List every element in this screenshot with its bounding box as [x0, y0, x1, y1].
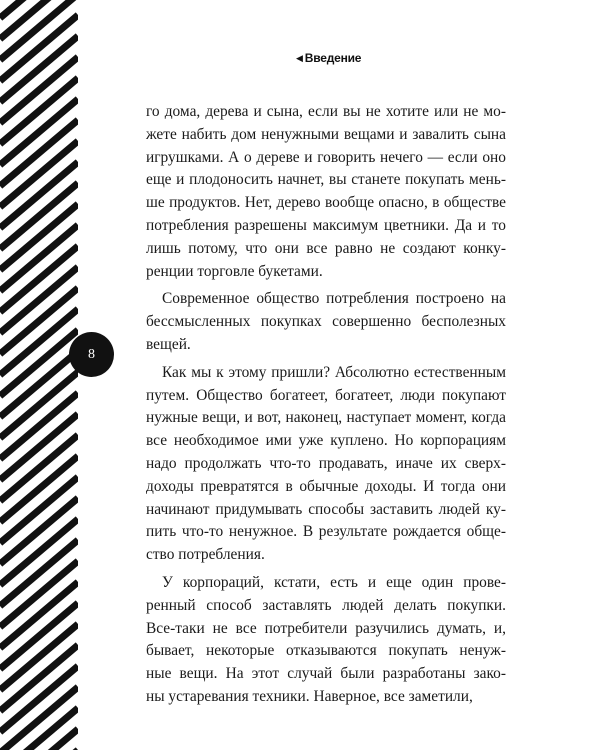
text-line: пить что-то ненужное. В результате рождается обще- — [146, 523, 506, 541]
text-line: Как мы к этому пришли? Абсолютно естественным — [162, 363, 506, 381]
text-line: вещей. — [146, 335, 191, 353]
text-line: еще и плодоносить начнет, вы станете покупать мень- — [146, 171, 506, 189]
text-line: Современное общество потребления построено на — [162, 290, 506, 308]
page-number: 8 — [88, 346, 95, 362]
text-line: ше продуктов. Нет, дерево вообще опасно, в обществе — [146, 194, 506, 212]
text-line: го дома, дерева и сына, если вы не хотите или не мо- — [146, 103, 506, 120]
text-line: Все-таки не все потребители разучились думать, и, — [146, 619, 506, 637]
text-line: доходы превратятся в обычные доходы. И тогда они — [146, 477, 506, 495]
body-text — [146, 101, 506, 709]
text-line: начинают придумывать способы заставить людей ку- — [146, 500, 506, 518]
text-line: лишь потому, что они все равно не создают конку- — [146, 239, 506, 257]
text-line: игрушками. А о дереве и говорить нечего — если оно — [146, 148, 506, 166]
text-line: ны устаревания техники. Наверное, все заметили, — [146, 687, 473, 705]
section-title: Введение — [304, 51, 362, 65]
text-line: бессмысленных покупках совершенно бесполезных — [146, 313, 506, 331]
text-line: бывает, некоторые отказываются покупать ненуж- — [146, 642, 506, 660]
running-header — [296, 51, 361, 65]
decorative-diagonal-stripes — [0, 0, 78, 750]
text-line: ренции торговле букетами. — [146, 262, 323, 280]
text-line: нужные вещи, и вот, наконец, наступает момент, когда — [146, 409, 506, 427]
triangle-left-icon: ◀ — [296, 52, 303, 63]
page-number-badge — [69, 332, 114, 377]
text-line: ные вещи. На этот случай были разработаны зако- — [146, 665, 506, 683]
text-line: жете набить дом ненужными вещами и завалить сына — [146, 125, 506, 143]
text-line: все необходимое ими уже куплено. Но корпорациям — [146, 432, 506, 450]
text-line: ство потребления. — [146, 546, 265, 564]
text-line: путем. Общество богатеет, богатеет, люди покупают — [146, 386, 506, 404]
text-line: надо продолжать что-то продавать, иначе их сверх- — [146, 454, 506, 472]
text-line: ренный способ заставлять людей делать покупки. — [146, 596, 506, 614]
text-line: потребления разрешены максимум цветники. Да и то — [146, 216, 506, 234]
text-line: У корпораций, кстати, есть и еще один прове- — [162, 573, 506, 591]
